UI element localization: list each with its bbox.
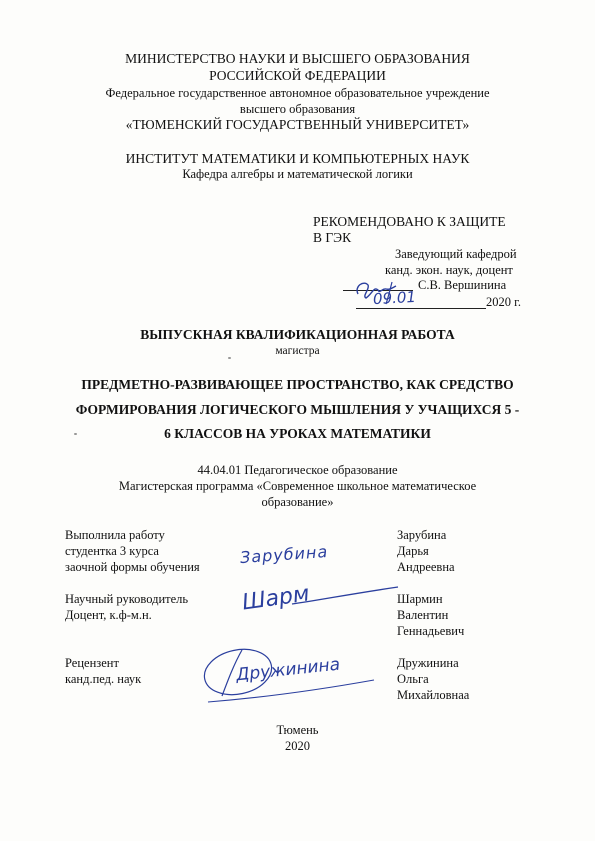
footer-year: 2020 (285, 739, 310, 753)
author-role-line-3: заочной формы обучения (65, 560, 200, 574)
org-line-1: Федеральное государственное автономное образовательное учреждение (105, 86, 490, 100)
reviewer-name-line-1: Дружинина (397, 656, 459, 670)
supervisor-role-line-1: Научный руководитель (65, 592, 189, 606)
author-role-line-1: Выполнила работу (65, 528, 165, 542)
org-line-2: высшего образования (239, 102, 356, 116)
ministry-line-2: РОССИЙСКОЙ ФЕДЕРАЦИИ (209, 68, 386, 83)
thesis-title-line-2: ФОРМИРОВАНИЯ ЛОГИЧЕСКОГО МЫШЛЕНИЯ У УЧАЩИХСЯ 5 - (75, 402, 520, 417)
program-line-2: образование» (261, 495, 334, 509)
approval-year: 2020 г. (486, 295, 521, 309)
author-signature: Зарубина (239, 541, 329, 568)
scan-speck (74, 433, 77, 435)
university-name: «ТЮМЕНСКИЙ ГОСУДАРСТВЕННЫЙ УНИВЕРСИТЕТ» (125, 117, 470, 132)
approval-degree: канд. экон. наук, доцент (385, 263, 513, 277)
supervisor-role-line-2: Доцент, к.ф-м.н. (65, 608, 152, 622)
author-name-line-3: Андреевна (397, 560, 455, 574)
supervisor-signature: Шарм (240, 581, 311, 616)
supervisor-name-line-3: Геннадьевич (397, 624, 465, 638)
scan-speck (228, 357, 231, 359)
thesis-title-line-1: ПРЕДМЕТНО-РАЗВИВАЮЩЕЕ ПРОСТРАНСТВО, КАК СРЕДСТВО (81, 377, 514, 392)
supervisor-name-line-2: Валентин (397, 608, 449, 622)
author-role-line-2: студентка 3 курса (65, 544, 159, 558)
approval-position: Заведующий кафедрой (395, 247, 517, 261)
reviewer-role-line-2: канд.пед. наук (65, 672, 142, 686)
approval-name: С.В. Вершинина (418, 278, 507, 292)
reviewer-name-line-2: Ольга (397, 672, 429, 686)
approval-line-1: РЕКОМЕНДОВАНО К ЗАЩИТЕ (313, 214, 506, 229)
ministry-line-1: МИНИСТЕРСТВО НАУКИ И ВЫСШЕГО ОБРАЗОВАНИЯ (125, 51, 470, 66)
program-line-1: Магистерская программа «Современное школьное математическое (118, 479, 477, 493)
handwritten-date: 09.01 (372, 287, 417, 309)
footer-city: Тюмень (276, 723, 319, 737)
reviewer-role-line-1: Рецензент (65, 656, 119, 670)
institute-name: ИНСТИТУТ МАТЕМАТИКИ И КОМПЬЮТЕРНЫХ НАУК (125, 151, 470, 166)
supervisor-name-line-1: Шармин (397, 592, 443, 606)
reviewer-name-line-3: Михайловнаа (397, 688, 470, 702)
approval-line-2: В ГЭК (313, 230, 352, 245)
department-name: Кафедра алгебры и математической логики (182, 167, 413, 181)
supervisor-signature-stroke (290, 584, 400, 608)
specialty: 44.04.01 Педагогическое образование (197, 463, 398, 477)
work-level: магистра (275, 345, 320, 357)
reviewer-signature: Дружинина (235, 654, 341, 686)
author-name-line-2: Дарья (397, 544, 429, 558)
author-name-line-1: Зарубина (397, 528, 447, 542)
work-type: ВЫПУСКНАЯ КВАЛИФИКАЦИОННАЯ РАБОТА (140, 327, 455, 342)
thesis-title-line-3: 6 КЛАССОВ НА УРОКАХ МАТЕМАТИКИ (164, 426, 431, 441)
